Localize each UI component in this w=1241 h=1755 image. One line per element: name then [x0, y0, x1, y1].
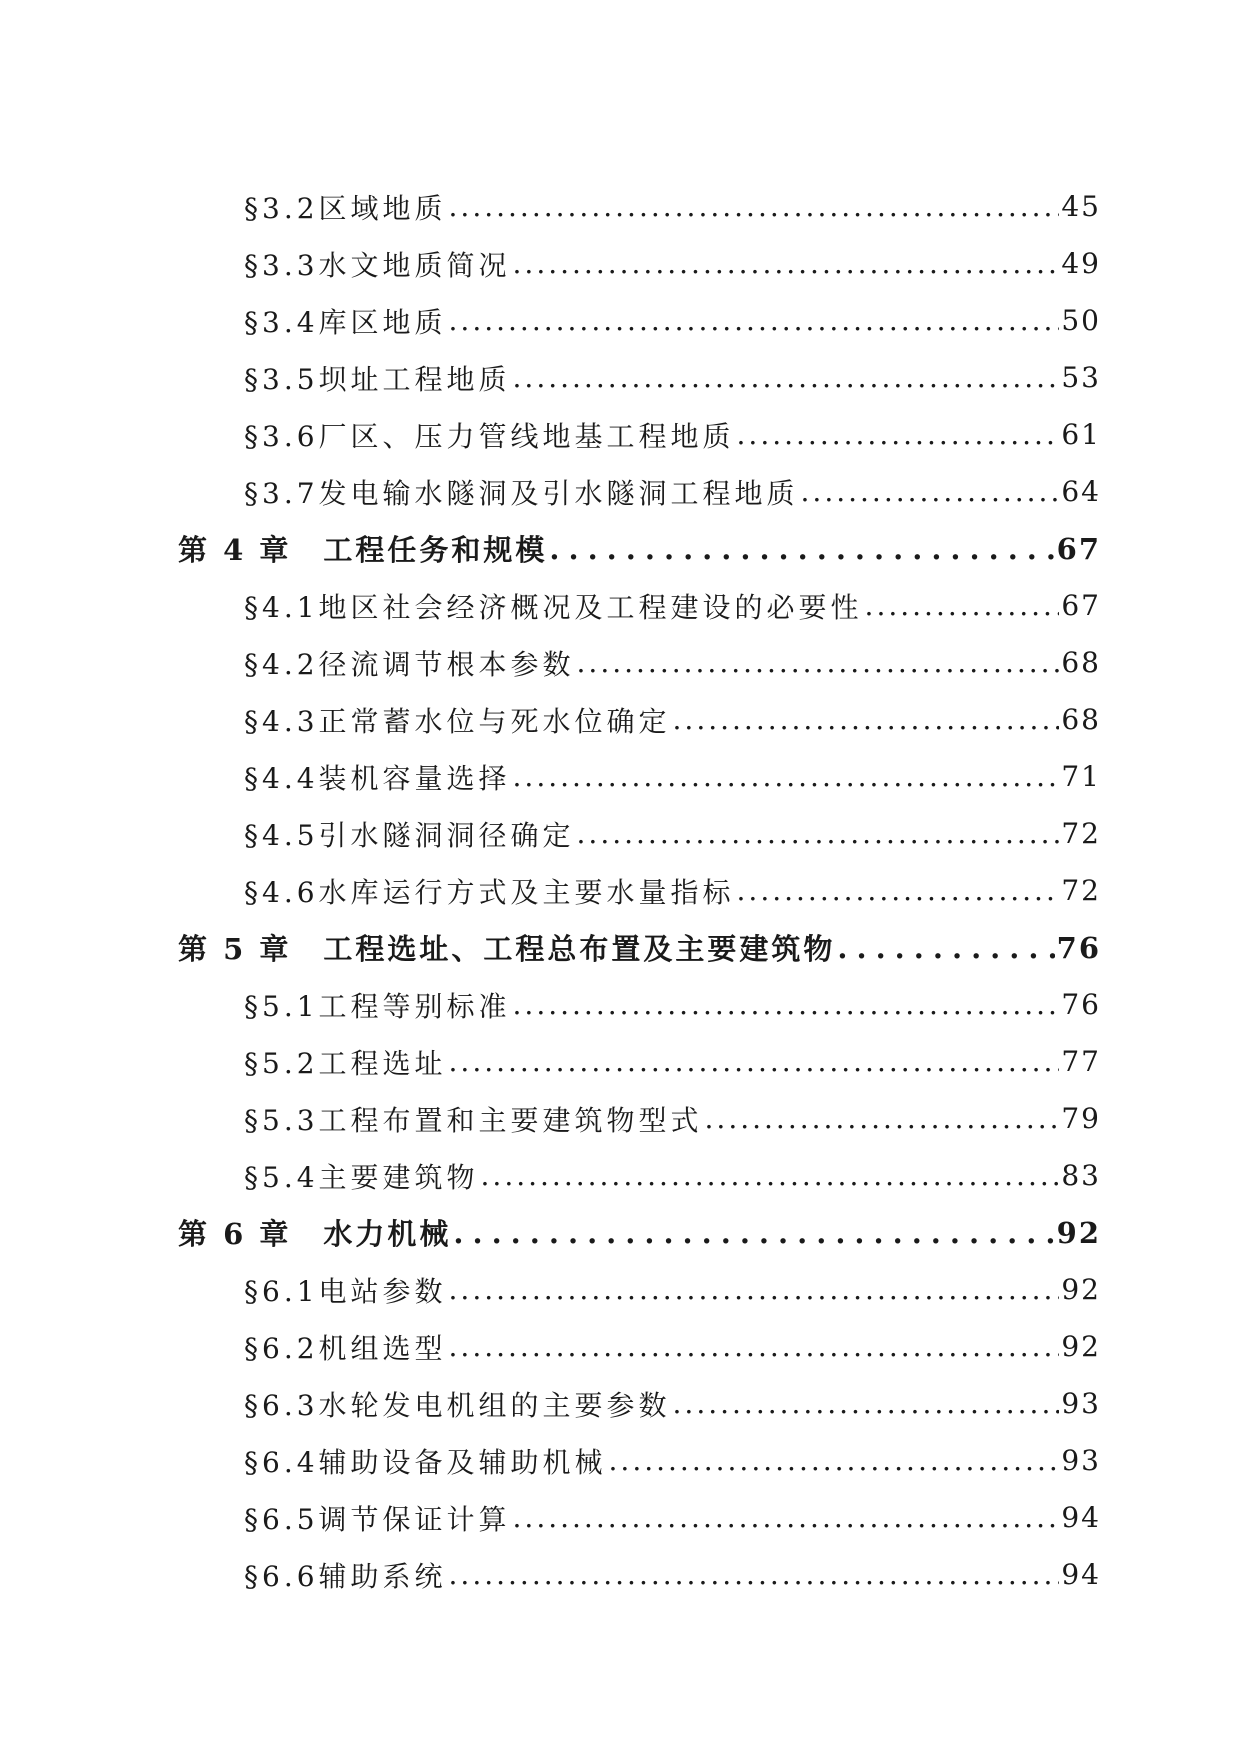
toc-entry-page: 61 — [1061, 418, 1101, 451]
toc-entry-title: §3.6厂区、压力管线地基工程地质 — [244, 419, 735, 453]
toc-entry-title: §6.5调节保证计算 — [244, 1502, 511, 1536]
dot-leader — [673, 1387, 1060, 1420]
toc-entry-page: 83 — [1061, 1159, 1101, 1192]
toc-entry-title: §6.6辅助系统 — [244, 1559, 447, 1593]
toc-entry[interactable] — [0, 1489, 1101, 1546]
toc-entry[interactable] — [0, 862, 1101, 919]
toc-entry[interactable] — [0, 1375, 1101, 1432]
toc-entry-page: 50 — [1061, 304, 1101, 337]
dot-leader — [449, 304, 1060, 337]
dot-leader — [549, 532, 1054, 566]
toc-entry-title: §3.7发电输水隧洞及引水隧洞工程地质 — [244, 476, 799, 510]
toc-entry-title: §3.4库区地质 — [244, 305, 447, 339]
dot-leader — [577, 646, 1060, 679]
toc-chapter-heading — [178, 528, 547, 569]
toc-entry-page: 93 — [1061, 1444, 1101, 1477]
dot-leader — [513, 247, 1060, 280]
toc-entry[interactable] — [0, 976, 1101, 1033]
dot-leader — [513, 760, 1060, 793]
toc-entry[interactable] — [0, 634, 1101, 691]
toc-entry-title: §5.1工程等别标准 — [244, 989, 511, 1023]
toc-entry-page: 67 — [1061, 589, 1101, 622]
toc-chapter-page: 67 — [1056, 531, 1101, 566]
toc-entry-title: §4.4装机容量选择 — [244, 761, 511, 795]
toc-chapter-heading — [178, 1212, 451, 1253]
toc-entry-title: §4.6水库运行方式及主要水量指标 — [244, 875, 735, 909]
toc-entry-page: 49 — [1061, 247, 1101, 280]
toc-entry-title: §4.5引水隧洞洞径确定 — [244, 818, 575, 852]
toc-entry[interactable] — [0, 691, 1101, 748]
dot-leader — [609, 1444, 1060, 1477]
dot-leader — [737, 874, 1060, 907]
toc-entry[interactable] — [0, 1432, 1101, 1489]
dot-leader — [449, 190, 1060, 223]
toc-entry-page: 53 — [1061, 361, 1101, 394]
dot-leader — [577, 817, 1060, 850]
toc-entry[interactable] — [0, 349, 1101, 406]
dot-leader — [865, 589, 1060, 622]
toc-entry-page: 68 — [1061, 646, 1101, 679]
dot-leader — [737, 418, 1060, 451]
dot-leader — [705, 1102, 1060, 1135]
toc-entry-page: 72 — [1061, 874, 1101, 907]
toc-entry-page: 76 — [1061, 988, 1101, 1021]
toc-entry-title: §3.2区域地质 — [244, 191, 447, 225]
dot-leader — [481, 1159, 1060, 1192]
toc-chapter-page: 76 — [1056, 930, 1101, 965]
toc-chapter-title: 工程选址、工程总布置及主要建筑物 — [323, 932, 836, 966]
toc-entry[interactable] — [0, 805, 1101, 862]
toc-entry-title: §3.5坝址工程地质 — [244, 362, 511, 396]
toc-entry-page: 72 — [1061, 817, 1101, 850]
toc-chapter-label: 第 4 章 — [178, 533, 292, 567]
dot-leader — [837, 931, 1054, 965]
dot-leader — [453, 1216, 1054, 1250]
toc-entry[interactable] — [0, 1318, 1101, 1375]
toc-entry-page: 92 — [1061, 1330, 1101, 1363]
toc-chapter-title: 水力机械 — [323, 1217, 452, 1251]
toc-entry[interactable] — [0, 1033, 1101, 1090]
table-of-contents — [0, 178, 1241, 1603]
toc-entry-title: §6.2机组选型 — [244, 1331, 447, 1365]
toc-entry-page: 94 — [1061, 1558, 1101, 1591]
toc-entry-title: §3.3水文地质简况 — [244, 248, 511, 282]
toc-entry-page: 94 — [1061, 1501, 1101, 1534]
toc-entry-title: §6.3水轮发电机组的主要参数 — [244, 1388, 671, 1422]
dot-leader — [801, 475, 1060, 508]
toc-entry[interactable] — [0, 463, 1101, 520]
toc-chapter-page: 92 — [1056, 1215, 1101, 1250]
toc-entry-title: §6.1电站参数 — [244, 1274, 447, 1308]
toc-chapter-heading — [178, 927, 835, 968]
toc-entry-title: §5.2工程选址 — [244, 1046, 447, 1080]
toc-entry[interactable] — [0, 1546, 1101, 1603]
dot-leader — [513, 988, 1060, 1021]
toc-entry-page: 79 — [1061, 1102, 1101, 1135]
toc-entry-page: 93 — [1061, 1387, 1101, 1420]
dot-leader — [449, 1330, 1060, 1363]
toc-entry-title: §5.3工程布置和主要建筑物型式 — [244, 1103, 703, 1137]
toc-entry[interactable] — [0, 748, 1101, 805]
toc-entry[interactable] — [0, 1090, 1101, 1147]
dot-leader — [513, 1501, 1060, 1534]
toc-entry-title: §6.4辅助设备及辅助机械 — [244, 1445, 607, 1479]
toc-entry-page: 45 — [1061, 190, 1101, 223]
toc-chapter-label: 第 5 章 — [178, 932, 292, 966]
dot-leader — [449, 1045, 1060, 1078]
toc-entry-title: §5.4主要建筑物 — [244, 1160, 479, 1194]
toc-entry-page: 68 — [1061, 703, 1101, 736]
toc-entry[interactable] — [0, 292, 1101, 349]
toc-entry-page: 71 — [1061, 760, 1101, 793]
toc-entry[interactable] — [0, 1147, 1101, 1204]
toc-entry-title: §4.3正常蓄水位与死水位确定 — [244, 704, 671, 738]
toc-chapter-title: 工程任务和规模 — [323, 533, 548, 567]
toc-entry[interactable] — [0, 406, 1101, 463]
toc-entry-title: §4.1地区社会经济概况及工程建设的必要性 — [244, 590, 863, 624]
toc-entry-page: 64 — [1061, 475, 1101, 508]
dot-leader — [449, 1273, 1060, 1306]
toc-entry-page: 77 — [1061, 1045, 1101, 1078]
dot-leader — [513, 361, 1060, 394]
toc-entry-title: §4.2径流调节根本参数 — [244, 647, 575, 681]
toc-chapter-label: 第 6 章 — [178, 1217, 292, 1251]
toc-entry[interactable] — [0, 1261, 1101, 1318]
toc-chapter[interactable] — [0, 919, 1101, 976]
toc-chapter[interactable] — [0, 1204, 1101, 1261]
toc-entry[interactable] — [0, 235, 1101, 292]
toc-entry[interactable] — [0, 178, 1101, 235]
toc-entry-page: 92 — [1061, 1273, 1101, 1306]
dot-leader — [449, 1558, 1060, 1591]
toc-entry[interactable] — [0, 577, 1101, 634]
toc-chapter[interactable] — [0, 520, 1101, 577]
dot-leader — [673, 703, 1060, 736]
